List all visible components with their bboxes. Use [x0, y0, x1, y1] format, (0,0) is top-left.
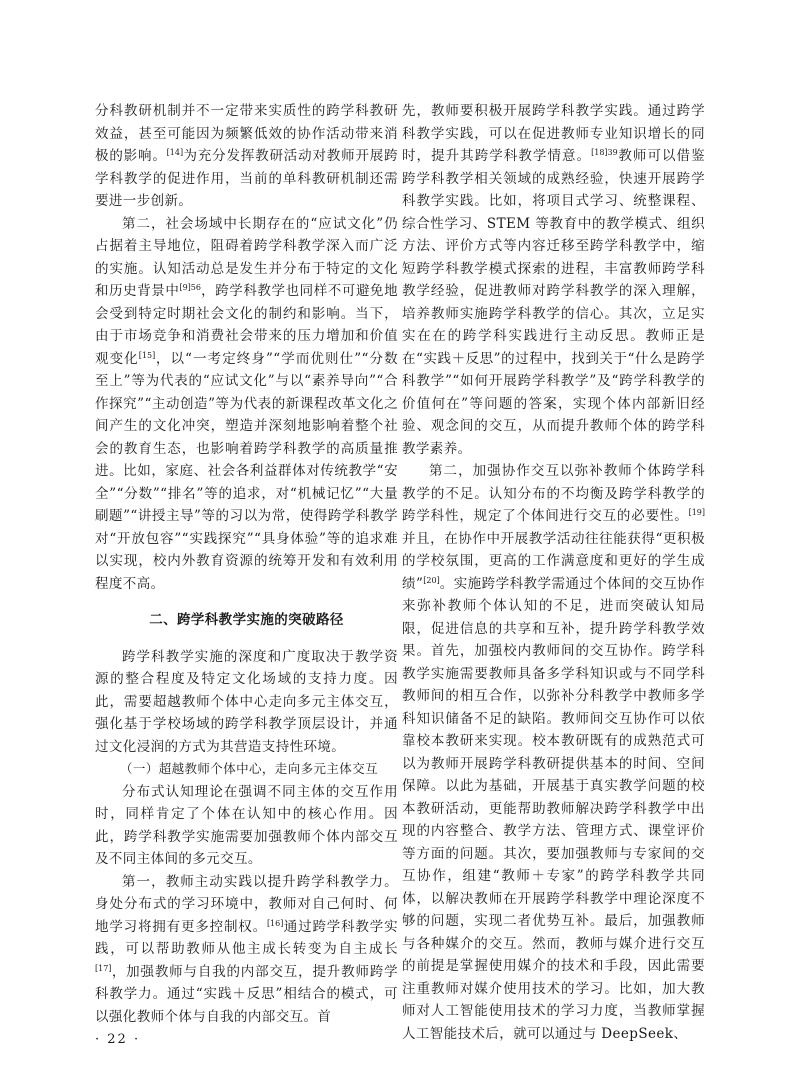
- citation: [20]: [423, 575, 440, 585]
- paragraph: 第二，加强协作交互以弥补教师个体跨学科教学的不足。认知分布的不均衡及跨学科教学的跨学科性，规定了个体间进行交互的必要性。[19]并且，在协作中开展教学活动往往能获得“更积极的学校氛围，更高的工作满意度和更好的学生成绩”[20]。实施跨学科教学需通过个体间的交互协作来弥补教师个体认知的不足，进而突破认知局限，促进信息的共享和互补，提升跨学科教学效果。首先，加强校内教师间的交互协作。跨学科教学实施需要教师具备多学科知识或与不同学科教师间的相互合作，以弥补分科教学中教师多学科知识储备不足的缺陷。教师间交互协作可以依靠校本教研来实现。校本教研既有的成熟范式可以为教师开展跨学科教研提供基本的时间、空间保障。以此为基础，开展基于真实教学问题的校本教研活动，更能帮助教师解决跨学科教学中出现的内容整合、教学方法、管理方式、课堂评价等方面的问题。其次，要加强教师与专家间的交互协作，组建“教师＋专家”的跨学科教学共同体，以解决教师在开展跨学科教学中理论深度不够的问题，实现二者优势互补。最后，加强教师与各种媒介的交互。然而，教师与媒介进行交互的前提是掌握使用媒介的技术和手段，因此需要注重教师对媒介使用技术的学习。比如，加大教师对人工智能使用技术的学习力度，当教师掌握人工智能技术后，就可以通过与 DeepSeek、: [402, 463, 705, 1042]
- left-column: [95, 100, 398, 1028]
- citation: [16]: [266, 918, 284, 928]
- paragraph: 分布式认知理论在强调不同主体的交互作用时，同样肯定了个体在认知中的核心作用。因此，跨学科教学实施需要加强教师个体内部交互及不同主体间的多元交互。: [95, 783, 398, 867]
- paragraph: 第一，教师主动实践以提升跨学科教学力。身处分布式的学习环境中，教师对自己何时、何地学习将拥有更多控制权。[16]通过跨学科教学实践，可以帮助教师从他主成长转变为自主成长[17]，加强教师与自我的内部交互，提升教师跨学科教学力。通过“实践＋反思”相结合的模式，可以强化教师个体与自我的内部交互。首: [95, 873, 398, 1025]
- paragraph: 跨学科教学实施的深度和广度取决于教学资源的整合程度及特定文化场域的支持力度。因此，需要超越教师个体中心走向多元主体交互，强化基于学校场域的跨学科教学顶层设计，并通过文化浸润的方式为其营造支持性环境。: [95, 648, 398, 755]
- citation: [18]39: [591, 148, 618, 157]
- section-heading: 二、跨学科教学实施的突破路径: [149, 612, 344, 628]
- citation: [15]: [138, 350, 156, 360]
- paragraph: 分科教研机制并不一定带来实质性的跨学科教研效益，甚至可能因为频繁低效的协作活动带来消极的影响。[14]为充分发挥教研活动对教师开展跨学科教学的促进作用，当前的单科教研机制还需要进一步创新。: [95, 103, 399, 209]
- page-number: · 22 ·: [95, 1032, 141, 1047]
- sub-heading: （一）超越教师个体中心，走向多元主体交互: [120, 761, 379, 776]
- right-column: [402, 100, 705, 1045]
- citation: [9]56: [179, 283, 201, 292]
- citation: [17]: [95, 963, 112, 973]
- paragraph: 第二，社会场域中长期存在的“应试文化”仍占据着主导地位，阻碍着跨学科教学深入而广泛的实施。认知活动总是发生并分布于特定的文化和历史背景中$^{[9]56}$，跨学科教学也同样不可避免地会受到特定时期社会文化的制约和影响。当下，由于市场竞争和消费社会带来的压力增加和价值观变化[15]，以“一考定终身”“学而优则仕”“分数至上”等为代表的“应试文化”与以“素养导向”“合作探究”“主动创造”等为代表的新课程改革文化之间产生的文化冲突，塑造并深刻地影响着整个社会的教育生态，也影响着跨学科教学的高质量推进。比如，家庭、社会各利益群体对传统教学“安全”“分数”“排名”等的追求，对“机械记忆”“大量刷题”“讲授主导”等的习以为常，使得跨学科教学对“开放包容”“实践探究”“具身体验”等的追求难以实现，校内外教育资源的统筹开发和有效利用程度不高。: [95, 215, 398, 592]
- citation: [19]: [688, 508, 705, 517]
- citation: [14]: [166, 148, 184, 157]
- paragraph: 先，教师要积极开展跨学科教学实践。通过跨学科教学实践，可以在促进教师专业知识增长的同时，提升其跨学科教学情意。$^{[18]39}$教师可以借鉴跨学科教学相关领域的成熟经验，快速开展跨学科教学实践。比如，将项目式学习、统整课程、综合性学习、STEM 等教育中的教学模式、组织方法、评价方式等内容迁移至跨学科教学中，缩短跨学科教学模式探索的进程，丰富教师跨学科教学经验，促进教师对跨学科教学的深入理解，培养教师实施跨学科教学的信心。其次，立足实实在在的跨学科实践进行主动反思。教师正是在“实践＋反思”的过程中，找到关于“什么是跨学科教学”“如何开展跨学科教学”及“跨学科教学的价值何在”等问题的答案，实现个体内部新旧经验、观念间的交互，从而提升教师个体的跨学科教学素养。: [402, 103, 705, 457]
